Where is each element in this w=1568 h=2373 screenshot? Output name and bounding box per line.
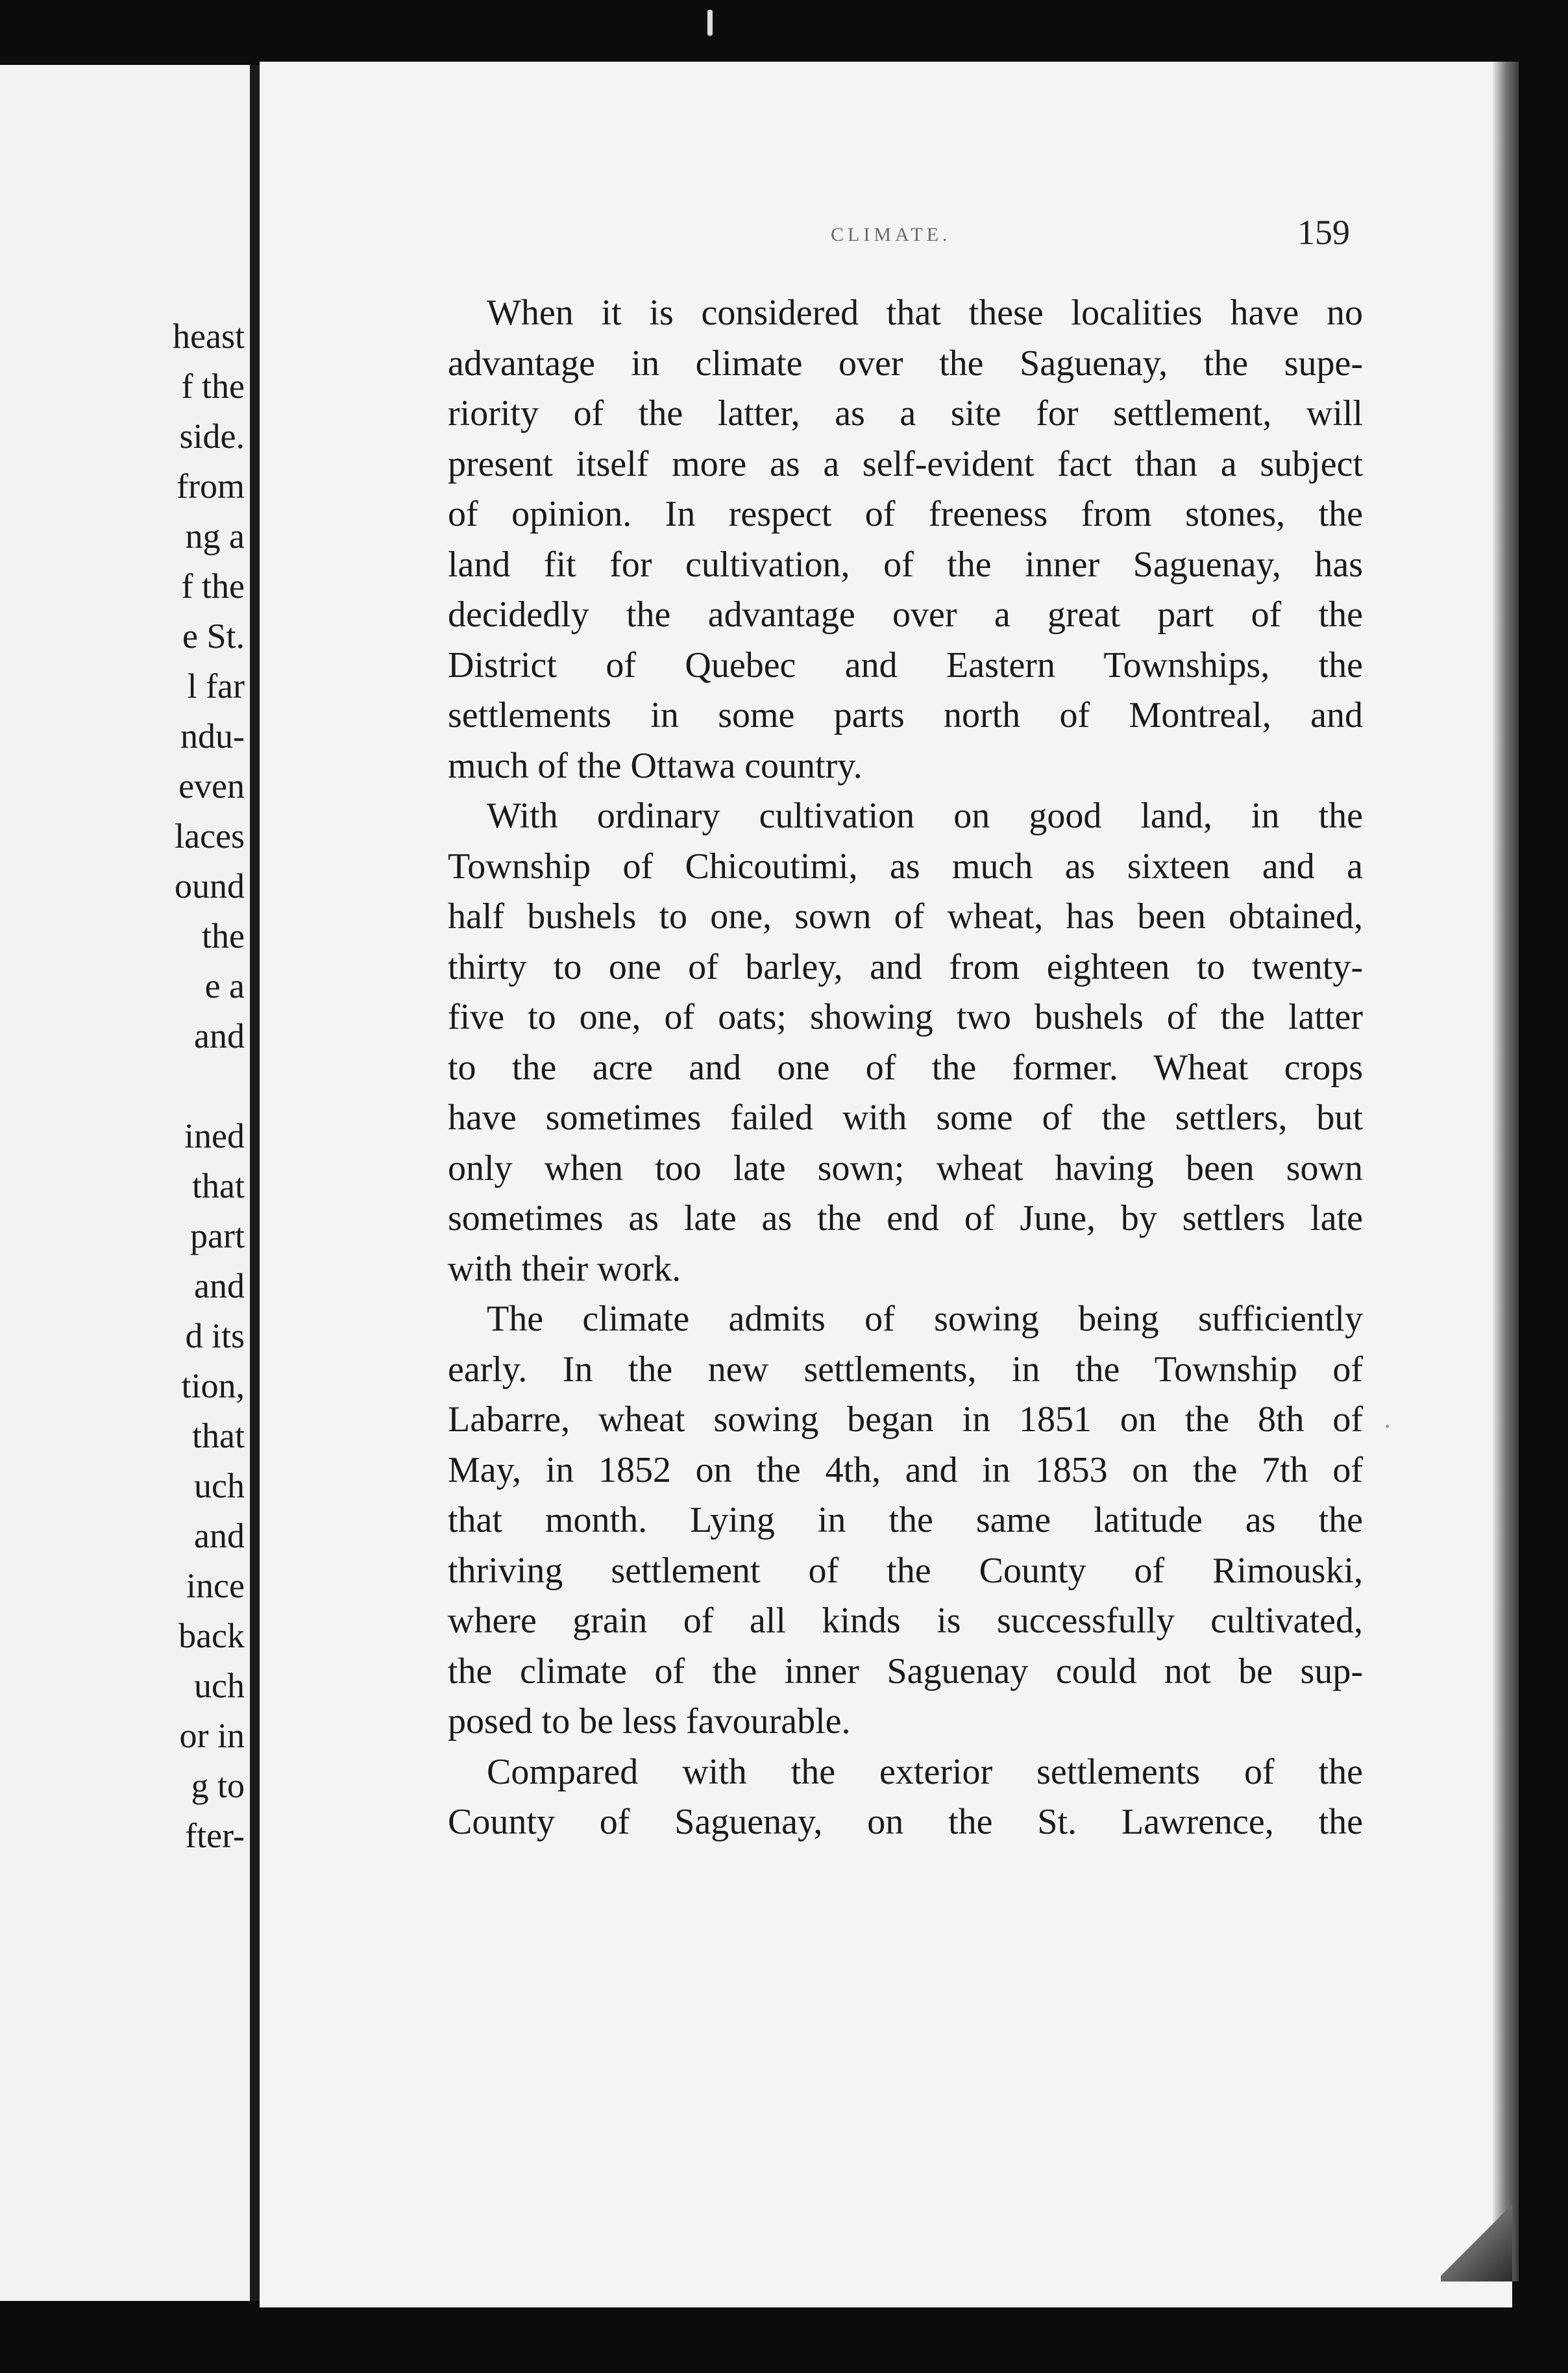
text-line: District of Quebec and Eastern Townships, the [448,645,1363,685]
text-line: Township of Chicoutimi, as much as sixteen and a [448,846,1363,887]
text-line: Labarre, wheat sowing began in 1851 on the 8th of [448,1399,1363,1440]
facing-line: heast [173,317,245,356]
facing-line: g to [191,1766,245,1805]
text-line: The climate admits of sowing being sufficiently [487,1299,1363,1339]
text-line: riority of the latter, as a site for settlement, will [448,393,1363,434]
facing-line: fter- [185,1816,245,1855]
page-number: 159 [1297,213,1350,252]
facing-line: e St. [182,617,245,656]
facing-line: part [190,1216,245,1255]
text-line: with their work. [448,1248,681,1289]
facing-line: ng a [185,517,245,556]
facing-line: side. [179,417,245,456]
text-line: much of the Ottawa country. [448,745,863,786]
text-line: present itself more as a self-evident fact than a subject [448,443,1363,484]
text-line: half bushels to one, sown of wheat, has been obtained, [448,896,1363,937]
text-line: settlements in some parts north of Montreal, and [448,695,1363,735]
page-header [831,213,1350,256]
facing-line: e a [204,966,245,1005]
facing-line: ound [175,867,245,905]
text-line: decidedly the advantage over a great part of the [448,595,1363,635]
text-line: early. In the new settlements, in the Township of [448,1349,1363,1390]
text-line: have sometimes failed with some of the settlers, but [448,1098,1363,1138]
text-line: land fit for cultivation, of the inner Saguenay, has [448,544,1363,585]
text-line: With ordinary cultivation on good land, in the [487,796,1363,836]
running-head: CLIMATE. [831,224,951,245]
facing-line: d its [185,1316,245,1355]
body-text [448,288,1363,1848]
page-edge-shadow [1493,62,1519,2281]
facing-line: and [194,1016,245,1055]
facing-line: ined [184,1116,245,1155]
facing-line: that [192,1166,245,1205]
facing-line: ince [186,1566,245,1605]
facing-line: and [194,1516,245,1555]
facing-line: even [178,767,245,805]
paragraph [448,1294,1363,1747]
text-line: County of Saguenay, on the St. Lawrence, the [448,1802,1363,1842]
facing-line: ndu- [180,717,245,756]
facing-line: uch [194,1666,245,1705]
paragraph [448,791,1363,1294]
text-line: advantage in climate over the Saguenay, the supe- [448,343,1363,384]
facing-line: laces [175,817,245,855]
scan-mark [707,10,713,36]
facing-line: and [194,1266,245,1305]
facing-line: or in [179,1716,245,1755]
text-line: five to one, of oats; showing two bushels of the latter [448,997,1363,1037]
facing-line: the [202,916,245,955]
text-line: where grain of all kinds is successfully cultivated, [448,1601,1363,1641]
paragraph [448,288,1363,791]
text-line: posed to be less favourable. [448,1701,851,1741]
text-line: sometimes as late as the end of June, by settlers late [448,1198,1363,1238]
text-line: the climate of the inner Saguenay could not be sup- [448,1651,1363,1691]
text-line: Compared with the exterior settlements of the [487,1751,1363,1792]
text-line: that month. Lying in the same latitude as the [448,1500,1363,1540]
text-line: When it is considered that these localities have no [487,293,1363,333]
facing-line-gap [11,1061,245,1111]
scan-speck [1386,1425,1389,1428]
facing-page-text [11,312,245,1861]
facing-line: back [178,1616,245,1655]
text-line: thriving settlement of the County of Rimouski, [448,1550,1363,1591]
text-line: to the acre and one of the former. Wheat crops [448,1047,1363,1088]
paragraph [448,1747,1363,1848]
facing-line: f the [181,367,245,406]
facing-line: from [177,467,245,506]
text-line: only when too late sown; wheat having been sown [448,1148,1363,1188]
text-line: May, in 1852 on the 4th, and in 1853 on the 7th of [448,1449,1363,1490]
page-corner-fold [1441,2197,1512,2281]
text-line: of opinion. In respect of freeness from stones, the [448,494,1363,534]
facing-line: f the [181,567,245,606]
facing-line: tion, [181,1366,245,1405]
facing-line: uch [194,1466,245,1505]
facing-line: l far [187,667,245,706]
text-line: thirty to one of barley, and from eighteen to twenty- [448,946,1363,987]
facing-page [0,65,250,2301]
facing-line: that [192,1416,245,1455]
